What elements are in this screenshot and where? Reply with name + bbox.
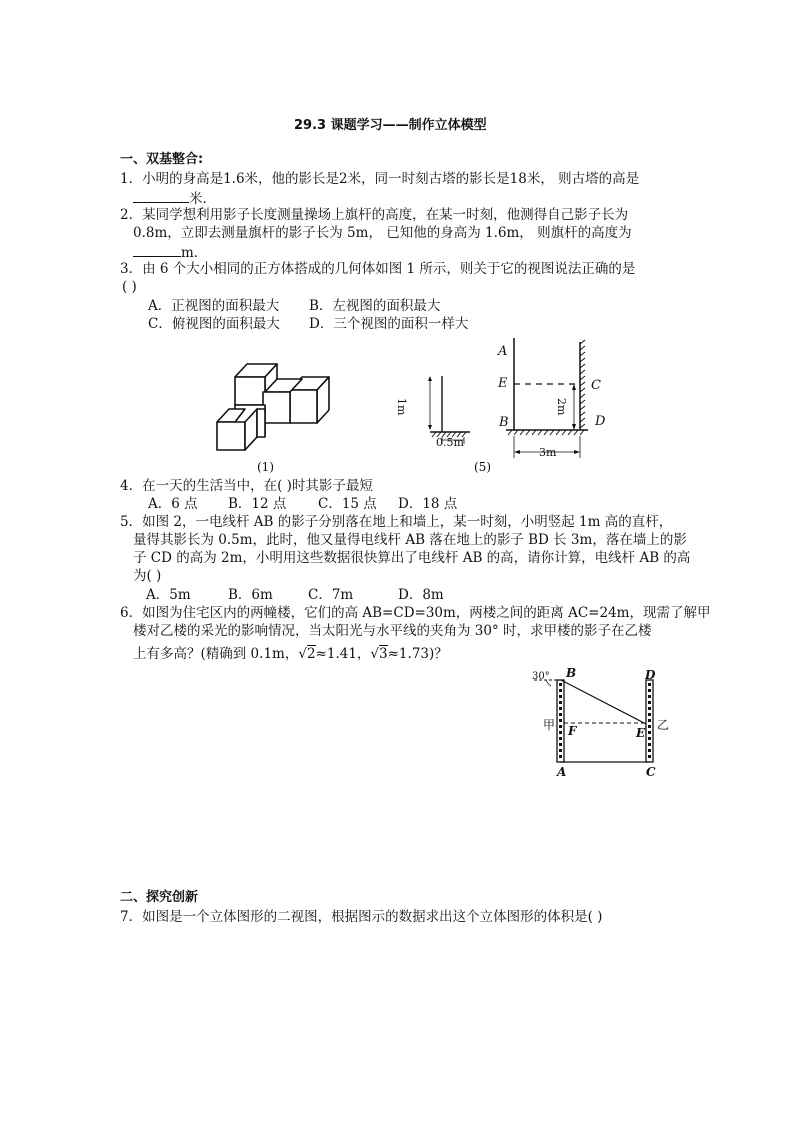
figure-6-label-b: B (566, 666, 577, 680)
figure-6-label-e: E (636, 726, 646, 740)
question-2-line-3 (133, 242, 207, 262)
figure-2-label-d: D (595, 414, 606, 429)
page-title: 29.3 课题学习——制作立体模型 (294, 118, 487, 133)
figure-2-label-b: B (499, 415, 509, 430)
figure-5-shadow-label: 0.5m (436, 436, 464, 449)
question-7-text: 7．如图是一个立体图形的二视图，根据图示的数据求出这个立体图形的体积是( ) (120, 909, 603, 925)
figure-6-label-c: C (646, 765, 656, 779)
answer-blank[interactable] (133, 188, 189, 203)
question-5-line-2: 量得其影长为 0.5m，此时，他又量得电线杆 AB 落在地上的影子 BD 长 3m，落在墙上的影 (133, 532, 687, 548)
question-3-line-2: ( ) (122, 279, 137, 295)
section-heading-explore: 二、探究创新 (120, 890, 199, 905)
question-1-line-1: 1．小明的身高是1.6米，他的影长是2米，同一时刻古塔的影长是18米， 则古塔的高是 (120, 171, 640, 187)
figure-6-label-a: A (557, 765, 567, 779)
question-1-line-2 (133, 188, 216, 208)
figure-2-label-e: E (498, 376, 508, 391)
question-5-option-a: A．5m (146, 587, 191, 603)
question-5-line-1: 5．如图 2，一电线杆 AB 的影子分别落在地上和墙上，某一时刻，小明竖起 1m 高的直杆， (120, 514, 673, 530)
figure-6-label-yi: 乙 (657, 718, 670, 732)
figure-2-label-a: A (498, 344, 508, 359)
answer-blank[interactable] (133, 242, 181, 257)
question-5-line-4: 为( ) (133, 568, 162, 584)
question-4-option-a: A．6 点 (148, 496, 198, 512)
sqrt-symbol: √ (298, 646, 307, 662)
sqrt-radicand: 2 (306, 646, 316, 662)
figure-6-label-d: D (645, 668, 656, 682)
question-5-option-b: B．6m (228, 587, 273, 603)
unit-text: m． (181, 245, 208, 261)
question-3-line-1: 3．由 6 个大小相同的正方体搭成的几何体如图 1 所示，则关于它的视图说法正确的是 (120, 261, 636, 277)
question-5-option-c: C．7m (308, 587, 354, 603)
question-6-line-2: 楼对乙楼的采光的影响情况，当太阳光与水平线的夹角为 30° 时，求甲楼的影子在乙楼 (133, 623, 652, 639)
question-3-option-d: D．三个视图的面积一样大 (309, 316, 469, 332)
approx-value-2: ≈1.73)？ (387, 646, 448, 662)
figure-2-cd-label: 2m (555, 398, 568, 416)
question-5-line-3: 子 CD 的高为 2m，小明用这些数据很快算出了电线杆 AB 的高，请你计算，电线杆 AB 的高 (133, 550, 691, 566)
question-4-option-b: B．12 点 (228, 496, 287, 512)
figure-6-label-f: F (568, 724, 577, 738)
question-3-option-c: C．俯视图的面积最大 (148, 316, 280, 332)
question-3-option-b: B．左视图的面积最大 (309, 298, 441, 314)
question-4-option-d: D．18 点 (398, 496, 458, 512)
figure-2-label-c: C (591, 378, 601, 393)
sqrt-symbol: √ (370, 646, 380, 662)
section-heading-basics: 一、双基整合: (120, 152, 204, 167)
question-6-line-3 (133, 645, 448, 663)
question-6-line-3-start: 上有多高？(精确到 0.1m， (133, 646, 299, 662)
question-5-option-d: D．8m (398, 587, 444, 603)
figure-1-cube-solid (205, 352, 345, 462)
approx-value-1: ≈1.41， (315, 646, 371, 662)
question-3-option-a: A．正视图的面积最大 (148, 298, 280, 314)
question-6-line-1: 6．如图为住宅区内的两幢楼，它们的高 AB=CD=30m，两楼之间的距离 AC=24m，现需了解甲 (120, 605, 711, 621)
figure-5-caption: (5) (474, 460, 491, 474)
question-4-option-c: C．15 点 (318, 496, 377, 512)
figure-2-bd-label: 3m (539, 446, 557, 459)
figure-1-caption: (1) (257, 460, 274, 474)
question-4-text: 4．在一天的生活当中，在( )时其影子最短 (120, 478, 373, 494)
figure-5-pole-label: 1m (395, 398, 408, 416)
question-2-line-2: 0.8m，立即去测量旗杆的影子长为 5m， 已知他的身高为 1.6m， 则旗杆的高度为 (133, 225, 632, 241)
unit-text: 米． (189, 191, 216, 207)
sqrt-radicand: 3 (379, 646, 388, 662)
question-2-line-1: 2．某同学想利用影子长度测量操场上旗杆的高度，在某一时刻，他测得自己影子长为 (120, 207, 629, 223)
figure-6-label-jia: 甲 (543, 718, 556, 732)
figure-6-angle-label: 30° (532, 671, 550, 682)
